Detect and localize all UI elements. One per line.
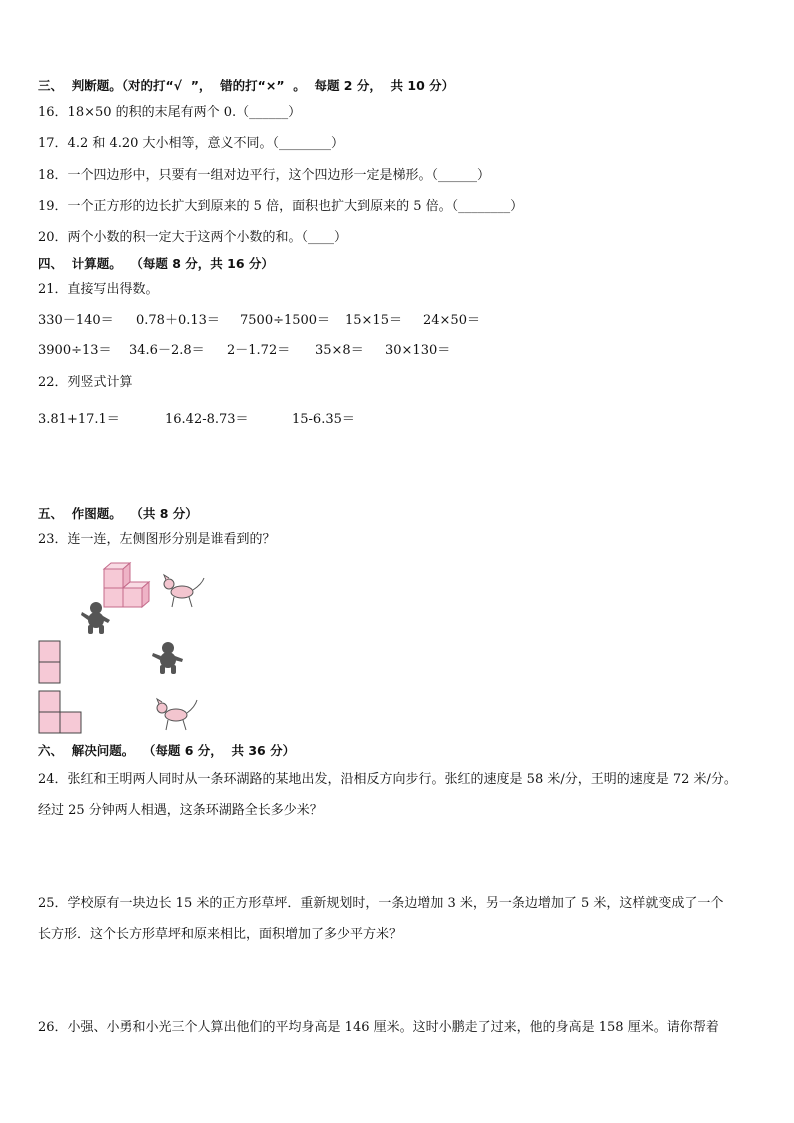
question-25-line-2: 长方形．这个长方形草坪和原来相比，面积增加了多少平方米？ xyxy=(38,927,403,942)
dog-figure-icon xyxy=(152,695,200,733)
vertical-calc-item: 3.81+17.1＝ xyxy=(38,412,120,427)
question-22-title: 22．列竖式计算 xyxy=(38,375,133,390)
question-20: 20．两个小数的积一定大于这两个小数的和。（____） xyxy=(38,230,348,245)
calc-item: 3900÷13＝ xyxy=(38,343,112,358)
question-17: 17．4.2 和 4.20 大小相等，意义不同。（________） xyxy=(38,136,345,151)
calc-item: 35×8＝ xyxy=(315,343,364,358)
question-18: 18．一个四边形中，只要有一组对边平行，这个四边形一定是梯形。（______） xyxy=(38,168,491,183)
calc-item: 34.6－2.8＝ xyxy=(129,343,205,358)
vertical-calc-item: 16.42-8.73＝ xyxy=(165,412,249,427)
gorilla-figure-icon xyxy=(80,600,116,636)
question-19: 19．一个正方形的边长扩大到原来的 5 倍，面积也扩大到原来的 5 倍。（________） xyxy=(38,199,524,214)
calc-item: 24×50＝ xyxy=(423,313,480,328)
section-3-heading: 三、 判断题。（对的打“√ ”， 错的打“×” 。 每题 2 分， 共 10 分） xyxy=(38,78,455,93)
view-shape-vertical-two xyxy=(38,640,62,684)
calc-item: 0.78＋0.13＝ xyxy=(136,313,220,328)
question-21-title: 21．直接写出得数。 xyxy=(38,282,159,297)
calc-item: 15×15＝ xyxy=(345,313,402,328)
question-16: 16．18×50 的积的末尾有两个 0.（______） xyxy=(38,105,302,120)
section-4-heading: 四、 计算题。 （每题 8 分，共 16 分） xyxy=(38,256,274,271)
question-23: 23．连一连，左侧图形分别是谁看到的？ xyxy=(38,532,276,547)
vertical-calc-item: 15-6.35＝ xyxy=(292,412,355,427)
question-25-line-1: 25．学校原有一块边长 15 米的正方形草坪．重新规划时，一条边增加 3 米，另一条边增加了 5 米，这样就变成了一个 xyxy=(38,896,724,911)
question-26-line-1: 26．小强、小勇和小光三个人算出他们的平均身高是 146 厘米。这时小鹏走了过来，他的身高是 158 厘米。请你帮着 xyxy=(38,1020,719,1035)
calc-item: 30×130＝ xyxy=(385,343,451,358)
calc-item: 330－140＝ xyxy=(38,313,114,328)
calc-item: 2－1.72＝ xyxy=(227,343,291,358)
view-shape-l-shape xyxy=(38,690,84,734)
calc-item: 7500÷1500＝ xyxy=(240,313,331,328)
question-24-line-2: 经过 25 分钟两人相遇，这条环湖路全长多少米？ xyxy=(38,803,323,818)
dog-figure-icon xyxy=(160,572,208,610)
gorilla-figure-icon xyxy=(150,640,186,676)
section-5-heading: 五、 作图题。 （共 8 分） xyxy=(38,506,198,521)
question-24-line-1: 24．张红和王明两人同时从一条环湖路的某地出发，沿相反方向步行。张红的速度是 58 米/分，王明的速度是 72 米/分。 xyxy=(38,772,737,787)
section-6-heading: 六、 解决问题。 （每题 6 分， 共 36 分） xyxy=(38,743,296,758)
